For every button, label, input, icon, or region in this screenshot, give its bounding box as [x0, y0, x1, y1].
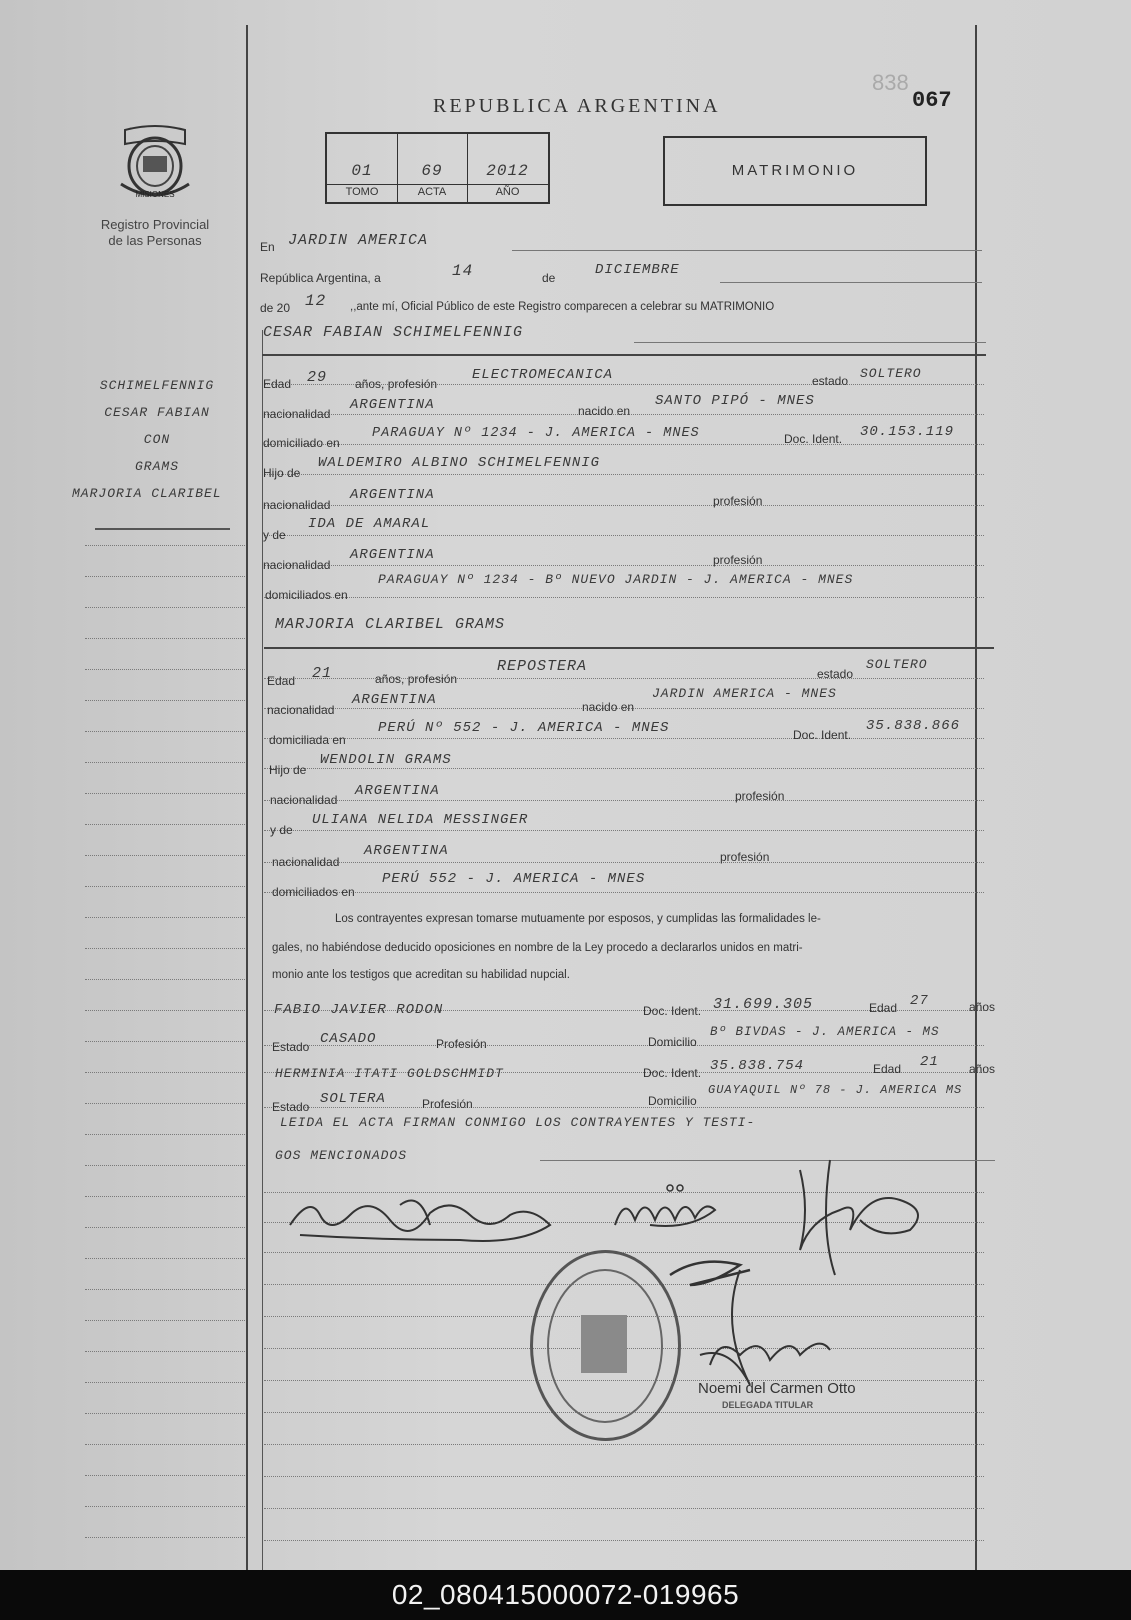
- margin-ruled-line: [85, 700, 245, 701]
- groom-age: 29: [307, 369, 328, 386]
- groom-mother: IDA DE AMARAL: [308, 516, 431, 532]
- official-seal-icon: [530, 1250, 681, 1441]
- ano-label: AÑO: [495, 186, 520, 198]
- groom-edad-label: Edad: [263, 377, 292, 391]
- body-ruled-line: [264, 597, 984, 598]
- bride-mother-nacionalidad-label: nacionalidad: [272, 855, 340, 869]
- witness1-doc: 31.699.305: [713, 996, 814, 1013]
- margin-ruled-line: [85, 1103, 245, 1104]
- witness1-profesion-label: Profesión: [436, 1037, 487, 1051]
- body-ruled-line: [264, 535, 984, 536]
- witness2-domicilio: GUAYAQUIL Nº 78 - J. AMERICA MS: [708, 1083, 963, 1097]
- body-ruled-line: [264, 892, 984, 893]
- right-margin-line: [975, 25, 977, 1570]
- witness2-doc-label: Doc. Ident.: [643, 1066, 702, 1080]
- groom-yde-label: y de: [263, 528, 286, 542]
- inner-margin-line: [262, 330, 263, 1570]
- bride-edad-label: Edad: [267, 674, 296, 688]
- bride-name: MARJORIA CLARIBEL GRAMS: [275, 616, 506, 633]
- republica-label: República Argentina, a: [260, 271, 381, 285]
- bride-domiciliada-label: domiciliada en: [269, 733, 346, 747]
- groom-birthplace: SANTO PIPÓ - MNES: [655, 393, 815, 409]
- registry-office-name: [80, 217, 230, 249]
- witness1-doc-label: Doc. Ident.: [643, 1004, 702, 1018]
- body-ruled-line: [264, 444, 984, 445]
- month-value: DICIEMBRE: [595, 262, 680, 278]
- bride-signature-icon: [610, 1180, 720, 1240]
- margin-ruled-line: [85, 948, 245, 949]
- acta-label: ACTA: [417, 186, 447, 198]
- body-ruled-line: [264, 678, 984, 679]
- declaration-line-3: monio ante los testigos que acreditan su habilidad nupcial.: [272, 969, 570, 981]
- body-ruled-line: [264, 738, 984, 739]
- place-value: JARDIN AMERICA: [288, 232, 429, 249]
- margin-ruled-line: [85, 1351, 245, 1352]
- witness2-age: 21: [920, 1054, 939, 1070]
- witness1-anos-label: años: [969, 1000, 996, 1014]
- bride-father-nationality: ARGENTINA: [355, 783, 440, 799]
- groom-father: WALDEMIRO ALBINO SCHIMELFENNIG: [318, 455, 601, 471]
- bride-yde-label: y de: [270, 823, 293, 837]
- groom-father-nacionalidad-label: nacionalidad: [263, 498, 331, 512]
- tomo-label: TOMO: [345, 186, 379, 198]
- closing-line-2: GOS MENCIONADOS: [275, 1148, 408, 1163]
- groom-parents-address: PARAGUAY Nº 1234 - Bº NUEVO JARDIN - J. AMERICA - MNES: [378, 572, 854, 587]
- day-value: 14: [452, 262, 474, 280]
- witness2-anos-label: años: [969, 1062, 996, 1076]
- witness1-domicilio: Bº BIVDAS - J. AMERICA - MS: [710, 1025, 940, 1039]
- office-line-2: de las Personas: [108, 233, 202, 248]
- year-prefix: de 20: [260, 301, 291, 315]
- witness1-estado: CASADO: [320, 1031, 377, 1047]
- witness2-estado-label: Estado: [272, 1100, 310, 1114]
- groom-section-rule: [262, 354, 986, 356]
- margin-ruled-line: [85, 545, 245, 546]
- province-crest-icon: [115, 124, 195, 206]
- closing-line-1: LEIDA EL ACTA FIRMAN CONMIGO LOS CONTRAYENTES Y TESTI-: [280, 1115, 756, 1130]
- margin-ruled-line: [85, 1010, 245, 1011]
- groom-nacido-label: nacido en: [578, 404, 631, 418]
- official-text: ,,ante mí, Oficial Público de este Registro comparecen a celebrar su MATRIMONIO: [350, 301, 775, 313]
- tomo-value: 01: [351, 162, 373, 180]
- groom-father-profesion-label: profesión: [713, 494, 763, 508]
- groom-estado-label: estado: [812, 374, 849, 388]
- month-line: [720, 282, 982, 283]
- officer-name: Noemi del Carmen Otto: [698, 1380, 856, 1397]
- witness2-profesion-label: Profesión: [422, 1097, 473, 1111]
- margin-ruled-line: [85, 1041, 245, 1042]
- bride-birthplace: JARDIN AMERICA - MNES: [652, 686, 837, 701]
- margin-note-line-5: MARJORIA CLARIBEL: [72, 486, 222, 501]
- svg-text:MISIONES: MISIONES: [135, 190, 175, 199]
- groom-mother-nationality: ARGENTINA: [350, 547, 435, 563]
- witness2-estado: SOLTERA: [320, 1091, 386, 1107]
- groom-profession: ELECTROMECANICA: [472, 367, 614, 383]
- left-margin-line: [246, 25, 248, 1570]
- groom-name-line: [634, 342, 986, 343]
- body-ruled-line: [264, 768, 984, 769]
- groom-domiciliados-label: domiciliados en: [265, 588, 348, 602]
- margin-ruled-line: [85, 1165, 245, 1166]
- margin-ruled-line: [85, 1258, 245, 1259]
- body-ruled-line: [264, 830, 984, 831]
- groom-father-nationality: ARGENTINA: [350, 487, 435, 503]
- margin-ruled-line: [85, 793, 245, 794]
- margin-ruled-line: [85, 979, 245, 980]
- bride-mother-nationality: ARGENTINA: [364, 843, 449, 859]
- body-ruled-line: [264, 505, 984, 506]
- witness1-age: 27: [910, 993, 929, 1009]
- margin-ruled-line: [85, 1196, 245, 1197]
- margin-ruled-line: [85, 1506, 245, 1507]
- margin-ruled-line: [85, 1320, 245, 1321]
- margin-ruled-line: [85, 917, 245, 918]
- margin-ruled-line: [85, 1134, 245, 1135]
- bride-doc-label: Doc. Ident.: [793, 728, 852, 742]
- bride-nacido-label: nacido en: [582, 700, 635, 714]
- margin-ruled-line: [85, 1289, 245, 1290]
- groom-mother-nacionalidad-label: nacionalidad: [263, 558, 331, 572]
- margin-ruled-line: [85, 1475, 245, 1476]
- bride-domiciliados-label: domiciliados en: [272, 885, 355, 899]
- margin-ruled-line: [85, 1382, 245, 1383]
- record-type-box: [663, 136, 927, 206]
- groom-name: CESAR FABIAN SCHIMELFENNIG: [263, 324, 524, 341]
- body-ruled-line: [264, 474, 984, 475]
- witness1-edad-label: Edad: [869, 1001, 898, 1015]
- bride-doc: 35.838.866: [866, 718, 961, 734]
- en-label: En: [260, 240, 275, 254]
- body-ruled-line: [264, 800, 984, 801]
- acta-value: 69: [421, 162, 443, 180]
- groom-domiciliado-label: domiciliado en: [263, 436, 340, 450]
- groom-hijo-label: Hijo de: [263, 466, 301, 480]
- body-ruled-line: [264, 565, 984, 566]
- witness2-name: HERMINIA ITATI GOLDSCHMIDT: [275, 1066, 504, 1081]
- stamp-number: 067: [912, 88, 952, 113]
- groom-nationality: ARGENTINA: [350, 397, 435, 413]
- bride-address: PERÚ Nº 552 - J. AMERICA - MNES: [378, 720, 670, 736]
- margin-ruled-line: [85, 607, 245, 608]
- bride-mother-profesion-label: profesión: [720, 850, 770, 864]
- document-code-footer: 02_080415000072-019965: [0, 1570, 1131, 1620]
- margin-note-line-4: GRAMS: [134, 459, 179, 474]
- bride-estado: SOLTERO: [866, 657, 928, 672]
- office-line-1: Registro Provincial: [100, 217, 210, 232]
- margin-ruled-line: [85, 886, 245, 887]
- groom-estado: SOLTERO: [860, 366, 922, 381]
- margin-ruled-line: [85, 638, 245, 639]
- groom-signature-icon: [280, 1185, 560, 1255]
- body-ruled-line: [264, 1107, 984, 1108]
- body-ruled-line: [264, 1540, 984, 1541]
- witness2-edad-label: Edad: [873, 1062, 902, 1076]
- body-ruled-line: [264, 1508, 984, 1509]
- year-value: 12: [305, 292, 327, 310]
- margin-ruled-line: [85, 1444, 245, 1445]
- witness2-doc: 35.838.754: [710, 1058, 805, 1074]
- bride-nacionalidad-label: nacionalidad: [267, 703, 335, 717]
- groom-address: PARAGUAY Nº 1234 - J. AMERICA - MNES: [372, 426, 700, 441]
- bride-nationality: ARGENTINA: [352, 692, 437, 708]
- officer-title: DELEGADA TITULAR: [722, 1400, 814, 1410]
- margin-note-underline: [95, 528, 230, 530]
- bride-father-nacionalidad-label: nacionalidad: [270, 793, 338, 807]
- witness1-name: FABIO JAVIER RODON: [274, 1002, 444, 1018]
- body-ruled-line: [264, 1444, 984, 1445]
- witness1-domicilio-label: Domicilio: [648, 1035, 697, 1049]
- margin-ruled-line: [85, 824, 245, 825]
- margin-ruled-line: [85, 576, 245, 577]
- bride-father: WENDOLIN GRAMS: [320, 752, 452, 768]
- faded-stamp-number: 838: [872, 70, 909, 95]
- bride-profesion-label: años, profesión: [375, 672, 458, 686]
- bride-estado-label: estado: [817, 667, 854, 681]
- groom-nacionalidad-label: nacionalidad: [263, 407, 331, 421]
- margin-ruled-line: [85, 1537, 245, 1538]
- ano-value: 2012: [486, 162, 529, 180]
- declaration-line-1: Los contrayentes expresan tomarse mutuamente por esposos, y cumplidas las formalidades le-: [335, 913, 821, 925]
- registry-number-box: [325, 132, 550, 204]
- bride-father-profesion-label: profesión: [735, 789, 785, 803]
- margin-ruled-line: [85, 1413, 245, 1414]
- margin-ruled-line: [85, 669, 245, 670]
- bride-hijo-label: Hijo de: [269, 763, 307, 777]
- bride-parents-address: PERÚ 552 - J. AMERICA - MNES: [382, 871, 646, 887]
- groom-doc-label: Doc. Ident.: [784, 432, 843, 446]
- margin-note-line-2: CESAR FABIAN: [104, 405, 210, 420]
- witness2-domicilio-label: Domicilio: [648, 1094, 697, 1108]
- margin-ruled-line: [85, 731, 245, 732]
- margin-ruled-line: [85, 762, 245, 763]
- margin-note-line-3: CON: [143, 432, 171, 447]
- groom-mother-profesion-label: profesión: [713, 553, 763, 567]
- de-label: de: [542, 271, 556, 285]
- margin-ruled-line: [85, 855, 245, 856]
- margin-note-line-1: SCHIMELFENNIG: [99, 378, 215, 393]
- bride-age: 21: [312, 665, 333, 682]
- witness1-estado-label: Estado: [272, 1040, 310, 1054]
- groom-profesion-label: años, profesión: [355, 377, 438, 391]
- groom-doc: 30.153.119: [860, 424, 955, 440]
- body-ruled-line: [264, 1476, 984, 1477]
- country-title: REPUBLICA ARGENTINA: [433, 95, 721, 117]
- bride-section-rule: [264, 647, 994, 649]
- margin-ruled-line: [85, 1227, 245, 1228]
- margin-ruled-line: [85, 1072, 245, 1073]
- bride-profession: REPOSTERA: [497, 658, 588, 675]
- body-ruled-line: [264, 862, 984, 863]
- margin-note: [62, 372, 252, 507]
- record-type: MATRIMONIO: [731, 162, 859, 179]
- declaration-line-2: gales, no habiéndose deducido oposiciones en nombre de la Ley procedo a declararlos unidos en matri-: [272, 942, 803, 954]
- place-line: [512, 250, 982, 251]
- bride-mother: ULIANA NELIDA MESSINGER: [312, 812, 529, 828]
